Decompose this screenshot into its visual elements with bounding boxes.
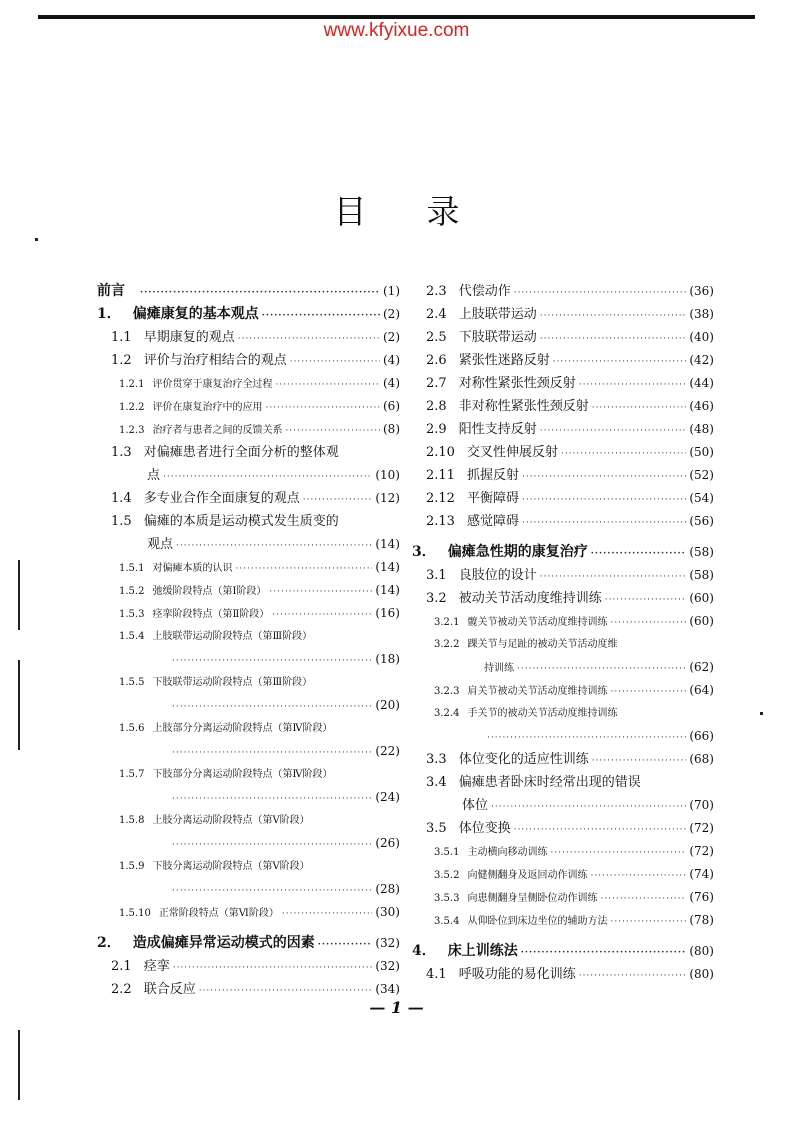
toc-number: 2.12 [426,491,455,506]
dot-leader [275,373,380,396]
toc-number: 3.4 [426,775,447,790]
dot-leader [550,841,686,864]
dot-leader [514,280,687,303]
toc-page-number: (16) [375,606,400,620]
toc-entry[interactable] [412,963,714,986]
toc-entry[interactable] [97,717,400,740]
toc-entry[interactable] [97,418,400,441]
page-number: — 1 — [369,998,424,1017]
toc-page-number: (72) [689,844,714,858]
dot-leader [592,395,687,418]
toc-title: 下肢联带运动 [458,330,537,345]
toc-title: 对偏瘫患者进行全面分析的整体观 [143,445,339,460]
dot-leader [522,487,686,510]
dot-leader [303,487,373,510]
toc-page-number: (2) [383,330,400,344]
toc-title: 偏瘫患者卧床时经常出现的错误 [458,775,641,790]
toc-page-number: (52) [689,468,714,482]
section-gap [412,932,714,940]
toc-title: 上肢联带运动阶段特点（第Ⅲ阶段） [152,631,313,642]
toc-entry[interactable] [412,395,714,418]
toc-number: 3.3 [426,752,447,767]
toc-title: 点 [147,468,161,483]
toc-title: 下肢联带运动阶段特点（第Ⅲ阶段） [152,677,313,688]
dot-leader [522,510,686,533]
toc-title: 评价与治疗相结合的观点 [143,353,287,368]
toc-entry[interactable] [412,940,714,963]
toc-page-number: (28) [375,882,400,896]
toc-entry[interactable] [412,656,714,679]
toc-title: 对称性紧张性颈反射 [458,376,576,391]
toc-number: 1.5.7 [119,769,145,780]
toc-title: 主动横向移动训练 [467,847,548,858]
toc-entry[interactable] [97,579,400,602]
toc-title: 上肢分离运动阶段特点（第Ⅴ阶段） [152,815,310,826]
dot-leader [238,326,380,349]
dot-leader [590,864,686,887]
toc-title: 代偿动作 [458,284,511,299]
dot-leader [172,741,372,764]
toc-page-number: (64) [689,683,714,697]
toc-entry[interactable] [412,633,714,656]
toc-entry[interactable] [97,901,400,924]
toc-page-number: (2) [383,307,400,321]
dot-leader [517,657,686,680]
toc-number: 4． [412,943,436,959]
toc-page-number: (54) [689,491,714,505]
toc-page-number: (74) [689,867,714,881]
toc-number: 1.5.10 [119,908,151,919]
toc-title: 评价贯穿于康复治疗全过程 [152,379,273,390]
toc-title: 肩关节被动关节活动度维持训练 [467,686,608,697]
watermark-url[interactable]: www.kfyixue.com [323,20,470,41]
toc-number: 1.2 [111,353,132,368]
toc-number: 2.5 [426,330,447,345]
toc-title: 被动关节活动度维持训练 [458,591,602,606]
toc-number: 3.5.4 [434,916,460,927]
toc-title: 造成偏瘫异常运动模式的因素 [132,935,315,951]
dot-leader [561,441,686,464]
toc-number: 1.5.6 [119,723,145,734]
toc-page-number: (44) [689,376,714,390]
toc-title: 上肢联带运动 [458,307,537,322]
dot-leader [591,541,687,564]
section-gap [412,533,714,541]
toc-entry[interactable] [412,702,714,725]
toc-title: 手关节的被动关节活动度维持训练 [467,708,618,719]
toc-title: 向健侧翻身及返回动作训练 [467,870,588,881]
toc-entry[interactable] [412,441,714,464]
toc-number: 1.5.5 [119,677,145,688]
toc-page-number: (80) [689,967,714,981]
toc-title: 床上训练法 [447,943,518,959]
toc-title: 痉挛阶段特点（第Ⅱ阶段） [152,609,270,620]
dot-leader [172,833,372,856]
toc-entry[interactable] [97,694,400,717]
toc-page-number: (14) [375,560,400,574]
toc-entry[interactable] [412,541,714,564]
dot-leader [290,349,380,372]
toc-entry[interactable] [412,418,714,441]
toc-page-number: (42) [689,353,714,367]
toc-entry[interactable] [412,748,714,771]
toc-number: 2． [97,935,121,951]
toc-page-number: (58) [689,545,714,559]
dot-leader [579,372,687,395]
toc-entry[interactable] [97,372,400,395]
toc-entry[interactable] [97,441,400,464]
toc-title: 偏瘫急性期的康复治疗 [447,544,588,560]
toc-number: 1.5.4 [119,631,145,642]
dot-leader [272,603,372,626]
toc-number: 2.7 [426,376,447,391]
toc-number: 3.2.3 [434,686,460,697]
toc-page-number: (76) [689,890,714,904]
toc-entry[interactable] [97,932,400,955]
toc-page-number: (38) [689,307,714,321]
toc-left-column [97,280,400,1001]
toc-page-number: (80) [689,944,714,958]
toc-entry[interactable] [412,487,714,510]
dot-leader [172,649,372,672]
toc-page-number: (60) [689,591,714,605]
toc-number: 1.5.3 [119,609,145,620]
toc-number: 1． [97,306,121,322]
toc-entry[interactable] [97,602,400,625]
toc-title: 良肢位的设计 [458,568,537,583]
toc-page-number: (4) [383,376,400,390]
toc-number: 2.8 [426,399,447,414]
toc-title: 从仰卧位到床边坐位的辅助方法 [467,916,608,927]
toc-page-number: (14) [375,537,400,551]
toc-page-number: (30) [375,905,400,919]
toc-title: 非对称性紧张性颈反射 [458,399,589,414]
toc-page-number: (1) [383,284,400,298]
toc-title: 呼吸功能的易化训练 [458,967,576,982]
toc-number: 1.5.1 [119,563,145,574]
toc-entry[interactable] [97,763,400,786]
toc-number: 3.2 [426,591,447,606]
scan-mark [18,560,20,630]
dot-leader [592,748,687,771]
scan-mark [18,1030,20,1100]
dot-leader [553,349,687,372]
toc-page-number: (78) [689,913,714,927]
toc-number: 2.3 [426,284,447,299]
toc-title: 紧张性迷路反射 [458,353,550,368]
toc-page-number: (18) [375,652,400,666]
toc-entry[interactable] [412,326,714,349]
dot-leader [610,910,686,933]
toc-title: 体位 [462,798,489,813]
toc-page-number: (6) [383,399,400,413]
dot-leader [540,326,687,349]
toc-title: 持训练 [484,663,514,674]
dot-leader [285,419,380,442]
dot-leader [282,902,372,925]
toc-entry[interactable] [97,533,400,556]
dot-leader [600,887,686,910]
dot-leader [491,794,686,817]
dot-leader [610,611,686,634]
toc-entry[interactable] [412,909,714,932]
toc-page-number: (22) [375,744,400,758]
toc-number: 3.2.2 [434,639,460,650]
toc-title: 对偏瘫本质的认识 [152,563,233,574]
toc-number: 2.4 [426,307,447,322]
header-rule [38,15,755,19]
toc-title: 多专业合作全面康复的观点 [143,491,300,506]
toc-entry[interactable] [412,817,714,840]
toc-entry[interactable] [97,464,400,487]
toc-number: 1.5.8 [119,815,145,826]
toc-title: 踝关节与足趾的被动关节活动度维 [467,639,618,650]
toc-title: 下肢部分分离运动阶段特点（第Ⅳ阶段） [152,769,333,780]
toc-entry[interactable] [97,556,400,579]
toc-entry[interactable] [412,587,714,610]
toc-right-column [412,280,714,986]
toc-entry[interactable] [412,863,714,886]
dot-leader [522,464,686,487]
toc-entry[interactable] [97,671,400,694]
dot-leader [176,533,372,556]
toc-number: 1.5 [111,514,132,529]
toc-title: 正常阶段特点（第Ⅵ阶段） [158,908,279,919]
toc-title: 评价在康复治疗中的应用 [152,402,263,413]
dot-leader [540,418,687,441]
dot-leader [269,580,372,603]
toc-entry[interactable] [412,464,714,487]
toc-entry[interactable] [97,855,400,878]
toc-title: 交叉性伸展反射 [466,445,558,460]
toc-title: 髋关节被动关节活动度维持训练 [467,617,608,628]
toc-entry[interactable] [97,786,400,809]
toc-entry[interactable] [97,395,400,418]
dot-leader [605,587,687,610]
toc-page-number: (48) [689,422,714,436]
toc-number: 3.5.3 [434,893,460,904]
dot-leader [540,303,687,326]
toc-page-number: (4) [383,353,400,367]
toc-title: 向患侧翻身呈侧卧位动作训练 [467,893,598,904]
toc-number: 3． [412,544,436,560]
dot-leader [163,464,372,487]
toc-title: 观点 [147,537,174,552]
toc-entry[interactable] [412,303,714,326]
dot-leader [579,963,687,986]
toc-title: 阳性支持反射 [458,422,537,437]
section-gap [97,924,400,932]
toc-page-number: (8) [383,422,400,436]
toc-entry[interactable] [97,349,400,372]
toc-page-number: (62) [689,660,714,674]
dot-leader [262,303,380,326]
toc-number: 1.2.3 [119,425,145,436]
toc-page-number: (46) [689,399,714,413]
toc-title: 体位变化的适应性训练 [458,752,589,767]
dot-leader [172,879,372,902]
toc-title: 体位变换 [458,821,511,836]
toc-title: 早期康复的观点 [143,330,235,345]
toc-entry[interactable] [97,326,400,349]
toc-page-number: (26) [375,836,400,850]
toc-number: 1.5.9 [119,861,145,872]
toc-title: 平衡障碍 [466,491,519,506]
toc-entry[interactable] [412,372,714,395]
toc-entry[interactable] [412,564,714,587]
toc-title: 感觉障碍 [466,514,519,529]
toc-number: 1.2.2 [119,402,145,413]
toc-number: 2.1 [111,959,132,974]
toc-number: 3.5.2 [434,870,460,881]
toc-title: 联合反应 [143,982,196,997]
toc-entry[interactable] [97,832,400,855]
toc-page-number: (32) [375,936,400,950]
toc-title: 上肢部分分离运动阶段特点（第Ⅳ阶段） [152,723,333,734]
toc-title: 治疗者与患者之间的反馈关系 [152,425,283,436]
dot-leader [265,396,380,419]
toc-number: 1.2.1 [119,379,145,390]
toc-page-number: (56) [689,514,714,528]
toc-page-number: (58) [689,568,714,582]
dot-leader [521,940,687,963]
toc-title: 抓握反射 [466,468,519,483]
toc-title: 弛缓阶段特点（第Ⅰ阶段） [152,586,267,597]
dot-leader [172,787,372,810]
toc-title: 偏瘫的本质是运动模式发生质变的 [143,514,339,529]
dot-leader [610,680,686,703]
toc-entry[interactable] [412,840,714,863]
toc-entry[interactable] [412,725,714,748]
toc-number: 3.5 [426,821,447,836]
toc-number: 1.4 [111,491,132,506]
toc-page-number: (40) [689,330,714,344]
toc-entry[interactable] [97,878,400,901]
toc-entry[interactable] [97,648,400,671]
toc-entry[interactable] [97,280,400,303]
dot-leader [140,280,380,303]
dot-leader [318,932,373,955]
toc-number: 4.1 [426,967,447,982]
toc-entry[interactable] [97,487,400,510]
toc-page-number: (24) [375,790,400,804]
toc-number: 1.3 [111,445,132,460]
toc-page-number: (32) [375,959,400,973]
toc-number: 前言 [97,283,125,299]
toc-page-number: (60) [689,614,714,628]
page-title: 目录 [333,192,520,231]
toc-number: 3.2.1 [434,617,460,628]
toc-number: 1.1 [111,330,132,345]
toc-page-number: (36) [689,284,714,298]
scan-speck [35,238,38,241]
toc-entry[interactable] [412,771,714,794]
toc-entry[interactable] [412,886,714,909]
toc-page-number: (20) [375,698,400,712]
toc-entry[interactable] [412,610,714,633]
toc-page-number: (72) [689,821,714,835]
dot-leader [487,726,686,749]
dot-leader [514,817,687,840]
dot-leader [235,557,372,580]
dot-leader [540,564,687,587]
toc-number: 2.11 [426,468,455,483]
toc-entry[interactable] [97,510,400,533]
toc-number: 2.9 [426,422,447,437]
dot-leader [173,955,373,978]
scan-speck [760,712,763,715]
toc-page-number: (14) [375,583,400,597]
toc-page-number: (66) [689,729,714,743]
toc-number: 3.1 [426,568,447,583]
toc-page-number: (68) [689,752,714,766]
toc-number: 2.10 [426,445,455,460]
toc-entry[interactable] [412,280,714,303]
toc-number: 1.5.2 [119,586,145,597]
toc-title: 下肢分离运动阶段特点（第Ⅴ阶段） [152,861,310,872]
toc-entry[interactable] [412,679,714,702]
toc-number: 3.5.1 [434,847,460,858]
toc-entry[interactable] [97,809,400,832]
toc-page-number: (34) [375,982,400,996]
toc-number: 2.6 [426,353,447,368]
toc-page-number: (50) [689,445,714,459]
toc-number: 2.13 [426,514,455,529]
toc-entry[interactable] [412,794,714,817]
toc-entry[interactable] [97,955,400,978]
toc-number: 2.2 [111,982,132,997]
toc-title: 偏瘫康复的基本观点 [132,306,259,322]
toc-entry[interactable] [412,349,714,372]
toc-page-number: (12) [375,491,400,505]
scan-mark [18,660,20,750]
toc-title: 痉挛 [143,959,170,974]
toc-page-number: (10) [375,468,400,482]
dot-leader [172,695,372,718]
toc-number: 3.2.4 [434,708,460,719]
toc-entry[interactable] [97,740,400,763]
toc-entry[interactable] [97,625,400,648]
toc-entry[interactable] [412,510,714,533]
toc-page-number: (70) [689,798,714,812]
toc-entry[interactable] [97,303,400,326]
